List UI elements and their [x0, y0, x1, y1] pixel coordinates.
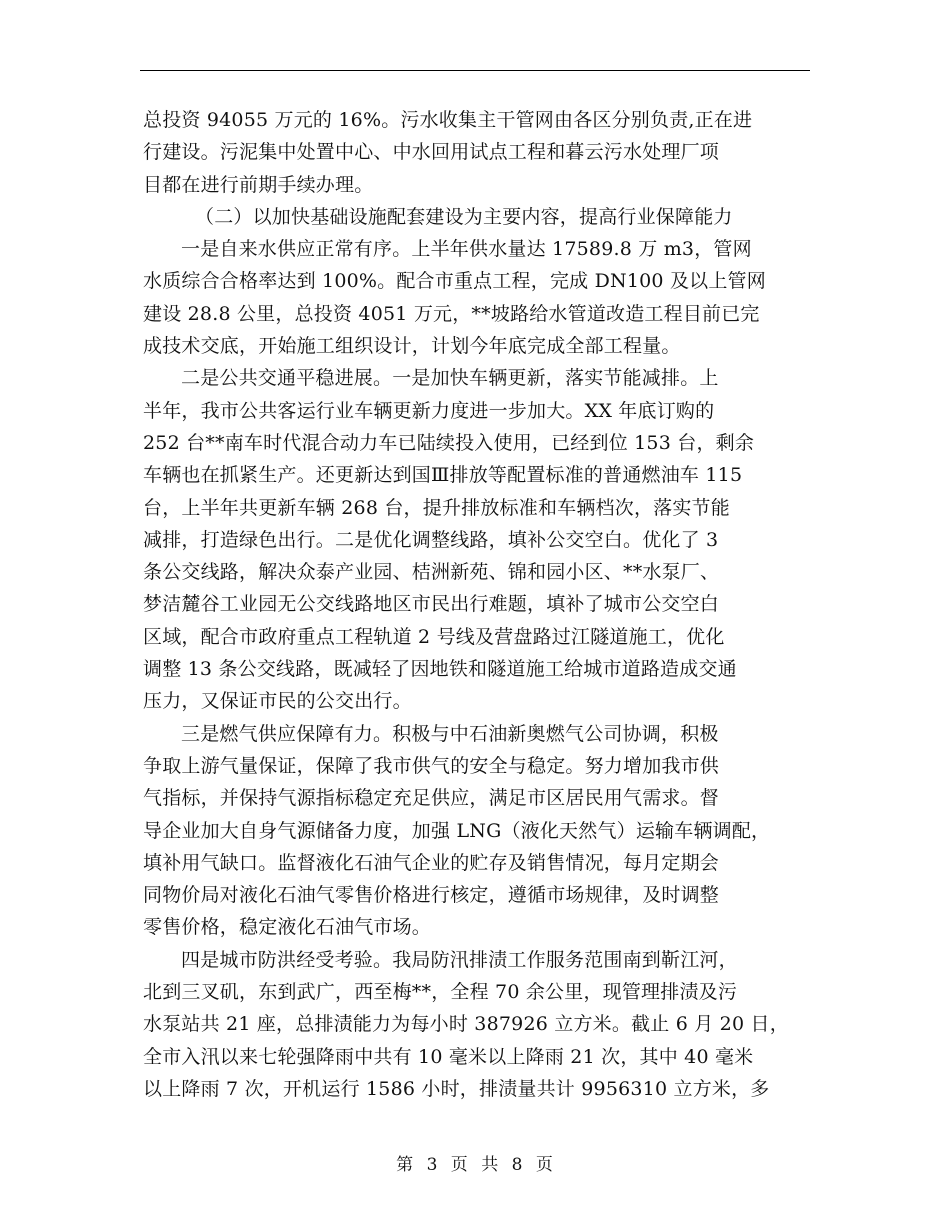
text-line: 北到三叉矶，东到武广，西至梅**，全程 70 余公里，现管理排渍及污: [143, 981, 738, 1004]
text-line: 总投资 94055 万元的 16%。污水收集主干管网由各区分别负责,正在进: [143, 109, 753, 131]
page-suffix: 页: [535, 1155, 554, 1175]
text-line: 车辆也在抓紧生产。还更新达到国Ⅲ排放等配置标准的普通燃油车 115: [143, 464, 743, 487]
text-line: 零售价格，稳定液化石油气市场。: [143, 916, 432, 939]
text-line: 条公交线路，解决众泰产业园、桔洲新苑、锦和园小区、**水泵厂、: [143, 561, 720, 584]
total-prefix: 共: [481, 1155, 500, 1175]
text-line: 争取上游气量保证，保障了我市供气的安全与稳定。努力增加我市供: [143, 754, 720, 777]
text-line: 全市入汛以来七轮强降雨中共有 10 毫米以上降雨 21 次，其中 40 毫米: [143, 1045, 754, 1068]
header-rule: [140, 70, 810, 71]
text-line: 建设 28.8 公里，总投资 4051 万元，**坡路给水管道改造工程目前已完: [143, 302, 760, 325]
page-prefix: 第: [396, 1155, 415, 1175]
text-line: 梦洁麓谷工业园无公交线路地区市民出行难题，填补了城市公交空白: [143, 593, 720, 616]
text-line: 调整 13 条公交线路，既减轻了因地铁和隧道施工给城市道路造成交通: [143, 658, 737, 681]
text-line: 目都在进行前期手续办理。: [143, 173, 374, 196]
text-line: 区域，配合市政府重点工程轨道 2 号线及营盘路过江隧道施工，优化: [143, 625, 725, 648]
text-line: 气指标，并保持气源指标稳定充足供应，满足市区居民用气需求。督: [143, 787, 720, 810]
text-line: 台，上半年共更新车辆 268 台，提升排放标准和车辆档次，落实节能: [143, 496, 730, 519]
text-line: 同物价局对液化石油气零售价格进行核定，遵循市场规律，及时调整: [143, 884, 720, 907]
text-line: 252 台**南车时代混合动力车已陆续投入使用，已经到位 153 台，剩余: [143, 431, 755, 454]
paragraph-start-line: 四是城市防洪经受考验。我局防汛排渍工作服务范围南到靳江河，: [181, 948, 738, 971]
text-line: 压力，又保证市民的公交出行。: [143, 690, 412, 713]
text-line: 水质综合合格率达到 100%。配合市重点工程，完成 DN100 及以上管网: [143, 270, 766, 293]
page-label: 页: [450, 1155, 469, 1175]
text-line: 导企业加大自身气源储备力度，加强 LNG（液化天然气）运输车辆调配，: [143, 819, 771, 842]
text-line: 成技术交底，开始施工组织设计，计划今年底完成全部工程量。: [143, 335, 681, 358]
text-line: 减排，打造绿色出行。二是优化调整线路，填补公交空白。优化了 3: [143, 528, 719, 551]
current-page-number: 3: [426, 1155, 439, 1175]
paragraph-start-line: 二是公共交通平稳进展。一是加快车辆更新，落实节能减排。上: [181, 367, 719, 390]
section-heading: （二）以加快基础设施配套建设为主要内容，提高行业保障能力: [195, 205, 733, 228]
text-line: 以上降雨 7 次，开机运行 1586 小时，排渍量共计 9956310 立方米，多: [143, 1077, 770, 1100]
paragraph-start-line: 一是自来水供应正常有序。上半年供水量达 17589.8 万 m3，管网: [181, 238, 752, 261]
text-line: 行建设。污泥集中处置中心、中水回用试点工程和暮云污水处理厂项: [143, 141, 720, 164]
text-line: 半年，我市公共客运行业车辆更新力度进一步加大。XX 年底订购的: [143, 399, 715, 422]
text-line: 填补用气缺口。监督液化石油气企业的贮存及销售情况，每月定期会: [143, 851, 720, 874]
text-line: 水泵站共 21 座，总排渍能力为每小时 387926 立方米。截止 6 月 20 日，: [143, 1013, 789, 1036]
page-footer: [0, 1150, 950, 1175]
paragraph-start-line: 三是燃气供应保障有力。积极与中石油新奥燃气公司协调，积极: [181, 722, 719, 745]
body-text: [143, 104, 813, 1105]
total-pages-number: 8: [511, 1155, 524, 1175]
